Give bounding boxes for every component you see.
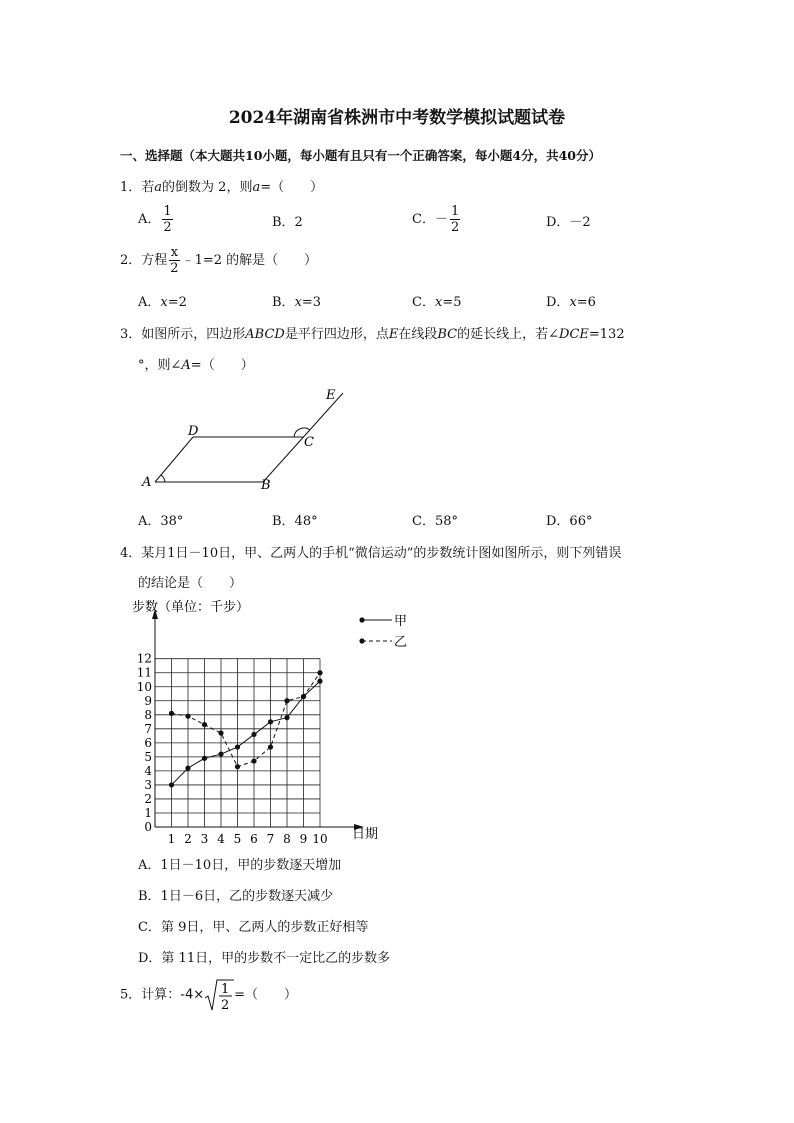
- y-tick-label: 1: [144, 805, 152, 820]
- q2-option-d-value: =6: [576, 295, 596, 310]
- q2-option-c[interactable]: [412, 291, 461, 310]
- q1-option-b[interactable]: B．2: [272, 215, 303, 230]
- question-1: [120, 176, 323, 195]
- question-3: [120, 323, 625, 342]
- q3-e: E: [388, 327, 399, 342]
- square-root-sign: [204, 978, 234, 1012]
- q1-option-d[interactable]: D．－2: [546, 215, 591, 230]
- parallelogram-figure: [130, 380, 360, 495]
- angle-a-arc: [161, 475, 165, 482]
- series-line-1: [172, 681, 321, 785]
- x-tick-label: 5: [233, 832, 242, 846]
- data-point: [169, 782, 174, 787]
- y-tick-label: 12: [136, 651, 152, 666]
- q3-bc: BC: [437, 327, 458, 342]
- q1-option-c[interactable]: [412, 204, 462, 235]
- label-d: D: [188, 424, 199, 439]
- q1-option-a-label: A．: [138, 212, 161, 227]
- x-tick-label: 10: [312, 832, 328, 846]
- data-point: [218, 730, 223, 735]
- x-tick-label: 4: [217, 832, 225, 846]
- q3-text: =（ ）: [190, 358, 254, 373]
- data-point: [268, 744, 273, 749]
- data-point: [284, 715, 289, 720]
- q1-mid: 的倒数为 2，则: [162, 180, 253, 195]
- q1-option-c-fraction: [450, 204, 460, 235]
- q5-expression: -4×: [180, 987, 205, 1003]
- question-4-line-2: 的结论是（ ）: [138, 576, 243, 591]
- y-axis-label: 步数（单位：千步）: [132, 600, 250, 615]
- segment-ad: [155, 437, 193, 482]
- data-point: [169, 711, 174, 716]
- question-3-line-2: [138, 354, 254, 373]
- y-tick-label: 8: [144, 707, 152, 722]
- data-point: [202, 756, 207, 761]
- data-point: [284, 698, 289, 703]
- step-count-chart: [130, 595, 420, 850]
- label-e: E: [326, 388, 336, 403]
- question-2: [120, 245, 317, 276]
- data-point: [317, 670, 322, 675]
- x-tick-label: 7: [266, 832, 275, 846]
- label-b: B: [261, 478, 271, 493]
- y-tick-label: 10: [136, 679, 152, 694]
- y-tick-label: 3: [144, 777, 152, 792]
- q1-suffix: =（ ）: [260, 180, 324, 195]
- x-tick-label: 3: [200, 832, 209, 846]
- q2-option-b-value: =3: [301, 295, 322, 310]
- q2-option-b-var: x: [294, 295, 302, 310]
- q4-option-b[interactable]: B．1日－6日，乙的步数逐天减少: [138, 889, 334, 904]
- x-tick-label: 8: [283, 832, 291, 846]
- q2-suffix: ﹣1=2 的解是（ ）: [181, 253, 318, 268]
- section-heading: 一、选择题（本大题共10小题，每小题有且只有一个正确答案，每小题4分，共40分）: [120, 148, 601, 163]
- x-tick-label: 9: [299, 832, 308, 846]
- q1-option-c-label: C．－: [412, 212, 448, 227]
- data-point: [251, 758, 256, 763]
- question-4: 4．某月1日－10日，甲、乙两人的手机“微信运动”的步数统计图如图所示，则下列错误: [120, 546, 622, 561]
- radical-stroke: [205, 980, 234, 1010]
- q2-option-d-label: D．: [546, 295, 570, 310]
- q3-text: °，则∠: [138, 358, 182, 373]
- x-tick-label: 1: [167, 832, 176, 846]
- sqrt-denominator: 2: [221, 998, 230, 1012]
- legend-label: 甲: [394, 614, 408, 629]
- x-tick-label: 2: [184, 832, 192, 846]
- q2-fraction: [169, 245, 179, 276]
- y-tick-label: 9: [144, 693, 152, 708]
- y-tick-label: 5: [144, 749, 152, 764]
- q1-option-a[interactable]: [138, 204, 175, 235]
- q2-option-a[interactable]: [138, 291, 187, 310]
- fraction-denominator: 2: [163, 220, 172, 235]
- fraction-numerator: 1: [450, 204, 460, 219]
- y-tick-label: 11: [136, 665, 152, 680]
- q3-text: =132: [588, 327, 625, 342]
- sqrt-numerator: 1: [221, 982, 230, 997]
- q4-option-d[interactable]: D．第 11日，甲的步数不一定比乙的步数多: [138, 951, 391, 966]
- data-point: [218, 751, 223, 756]
- x-tick-label: 6: [250, 832, 258, 846]
- data-point: [185, 714, 190, 719]
- q2-option-d[interactable]: [546, 291, 596, 310]
- q3-abcd: ABCD: [245, 327, 285, 342]
- fraction-numerator: 1: [163, 204, 172, 219]
- q3-text: 的延长线上，若∠: [457, 327, 560, 342]
- q2-option-a-value: =2: [167, 295, 187, 310]
- q5-suffix: =（ ）: [234, 987, 298, 1003]
- q1-var2: a: [252, 180, 261, 195]
- q5-prefix: 5．计算：: [120, 987, 181, 1003]
- q4-option-c[interactable]: C．第 9日，甲、乙两人的步数正好相等: [138, 920, 369, 935]
- y-tick-label: 2: [144, 791, 152, 806]
- y-tick-label: 0: [144, 820, 152, 834]
- data-point: [202, 722, 207, 727]
- data-point: [301, 694, 306, 699]
- y-tick-label: 7: [144, 721, 152, 736]
- fraction-denominator: 2: [450, 220, 460, 235]
- question-5: [120, 978, 297, 1012]
- q4-option-a[interactable]: A．1日－10日，甲的步数逐天增加: [138, 858, 342, 873]
- fraction-numerator: x: [170, 245, 179, 260]
- label-c: C: [304, 435, 314, 450]
- q3-dce: DCE: [559, 327, 589, 342]
- q2-option-b[interactable]: [272, 291, 321, 310]
- data-point: [235, 744, 240, 749]
- q2-option-a-var: x: [160, 295, 168, 310]
- q2-prefix: 2．方程: [120, 253, 168, 268]
- q2-option-a-label: A．: [138, 295, 161, 310]
- q2-option-b-label: B．: [272, 295, 295, 310]
- data-point: [317, 679, 322, 684]
- q3-text: 3．如图所示，四边形: [120, 327, 246, 342]
- data-point: [185, 765, 190, 770]
- label-a: A: [142, 475, 152, 490]
- data-point: [235, 764, 240, 769]
- legend-marker: [359, 617, 364, 622]
- q3-option-c[interactable]: C．58°: [412, 514, 458, 529]
- q3-option-d[interactable]: D．66°: [546, 514, 593, 529]
- q1-option-a-fraction: [162, 204, 172, 235]
- chart-legend: [359, 614, 407, 650]
- q2-option-d-var: x: [569, 295, 577, 310]
- data-point: [268, 719, 273, 724]
- legend-label: 乙: [394, 635, 408, 650]
- q1-prefix: 1．若: [120, 180, 155, 195]
- data-point: [251, 732, 256, 737]
- y-tick-label: 4: [144, 763, 152, 778]
- chart-grid: [155, 659, 320, 827]
- q1-var: a: [154, 180, 163, 195]
- q2-option-c-value: =5: [442, 295, 462, 310]
- fraction-denominator: 2: [170, 261, 179, 276]
- q3-text: 在线段: [398, 327, 438, 342]
- x-axis-label: 日期: [352, 827, 379, 842]
- q2-option-c-var: x: [434, 295, 443, 310]
- page-title: 2024年湖南省株洲市中考数学模拟试题试卷: [228, 108, 566, 128]
- q3-option-a[interactable]: A．38°: [138, 514, 184, 529]
- chart-axes: [152, 609, 364, 830]
- q3-text: 是平行四边形，点: [284, 327, 389, 342]
- legend-marker: [359, 638, 364, 643]
- q3-a: A: [181, 358, 191, 373]
- q2-option-c-label: C．: [412, 295, 435, 310]
- q3-option-b[interactable]: B．48°: [272, 514, 318, 529]
- y-tick-label: 6: [144, 735, 152, 750]
